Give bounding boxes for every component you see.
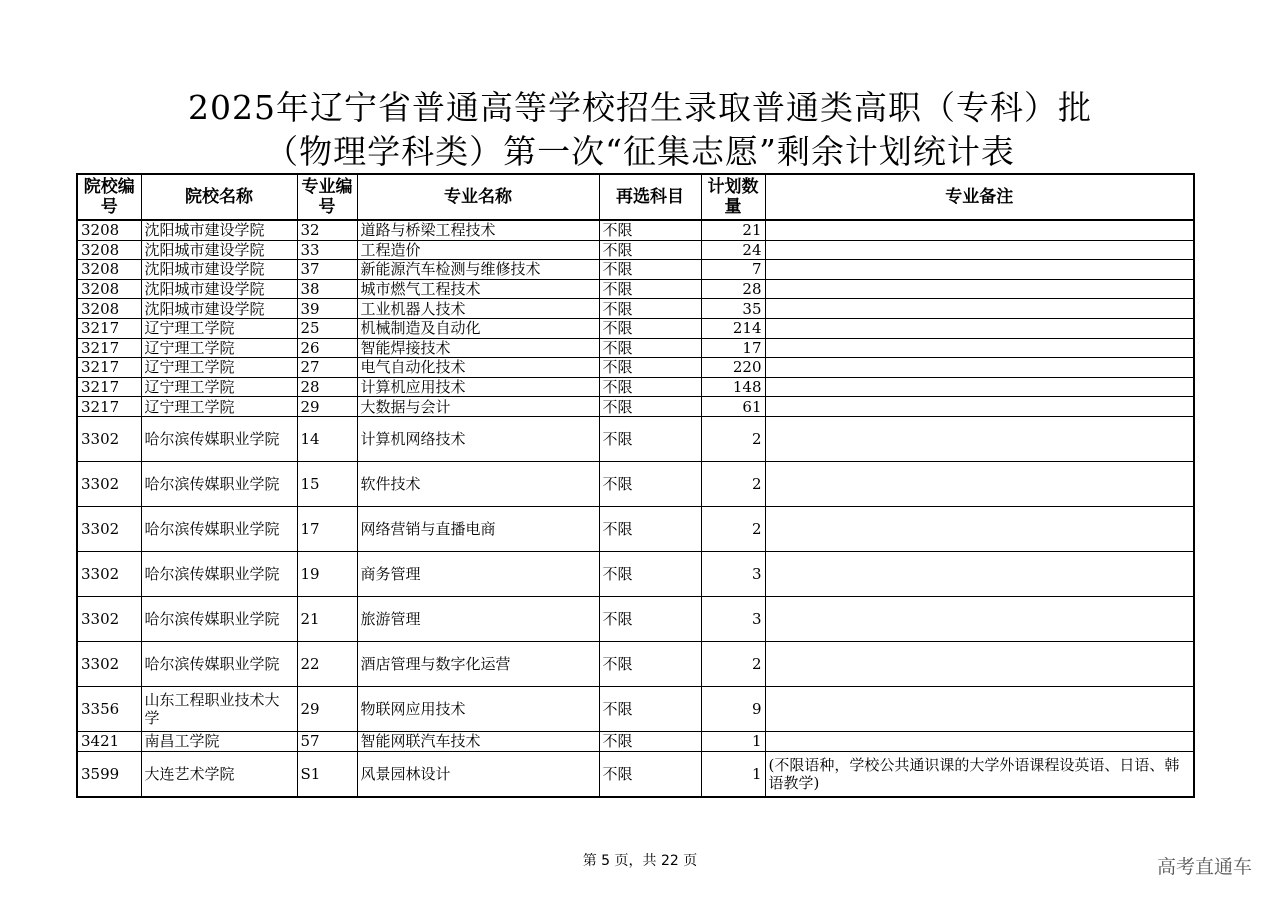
cell-plan: 3	[701, 596, 765, 641]
cell-remark: (不限语种，学校公共通识课的大学外语课程设英语、日语、韩语教学)	[765, 751, 1194, 797]
cell-plan: 3	[701, 551, 765, 596]
cell-major-code: 14	[297, 416, 357, 461]
cell-major-name: 智能网联汽车技术	[357, 731, 599, 751]
cell-major-name: 风景园林设计	[357, 751, 599, 797]
cell-school-code: 3302	[77, 416, 141, 461]
cell-major-code: 32	[297, 220, 357, 240]
cell-elective: 不限	[599, 338, 701, 358]
table-row	[77, 318, 1194, 338]
cell-elective: 不限	[599, 416, 701, 461]
cell-plan: 61	[701, 397, 765, 417]
header-school-name: 院校名称	[141, 174, 297, 220]
cell-major-name: 商务管理	[357, 551, 599, 596]
cell-school-name: 哈尔滨传媒职业学院	[141, 461, 297, 506]
cell-major-code: 29	[297, 686, 357, 731]
cell-remark	[765, 641, 1194, 686]
cell-major-name: 酒店管理与数字化运营	[357, 641, 599, 686]
cell-school-name: 沈阳城市建设学院	[141, 220, 297, 240]
table-row	[77, 338, 1194, 358]
cell-major-code: 33	[297, 240, 357, 260]
cell-elective: 不限	[599, 397, 701, 417]
cell-remark	[765, 338, 1194, 358]
cell-major-name: 旅游管理	[357, 596, 599, 641]
table-body	[77, 220, 1194, 797]
cell-school-code: 3217	[77, 338, 141, 358]
cell-major-name: 计算机应用技术	[357, 377, 599, 397]
cell-major-code: 21	[297, 596, 357, 641]
cell-elective: 不限	[599, 318, 701, 338]
cell-elective: 不限	[599, 279, 701, 299]
header-school-code: 院校编号	[77, 174, 141, 220]
cell-major-name: 电气自动化技术	[357, 358, 599, 378]
cell-major-code: 57	[297, 731, 357, 751]
cell-major-name: 城市燃气工程技术	[357, 279, 599, 299]
cell-plan: 7	[701, 260, 765, 280]
cell-plan: 21	[701, 220, 765, 240]
table-row	[77, 551, 1194, 596]
cell-major-code: 37	[297, 260, 357, 280]
cell-school-code: 3302	[77, 551, 141, 596]
cell-remark	[765, 397, 1194, 417]
cell-school-code: 3217	[77, 377, 141, 397]
cell-school-name: 辽宁理工学院	[141, 397, 297, 417]
table-row	[77, 506, 1194, 551]
cell-school-name: 哈尔滨传媒职业学院	[141, 641, 297, 686]
table-row	[77, 260, 1194, 280]
cell-plan: 2	[701, 461, 765, 506]
cell-plan: 1	[701, 751, 765, 797]
cell-school-code: 3302	[77, 461, 141, 506]
cell-school-code: 3217	[77, 358, 141, 378]
cell-major-name: 网络营销与直播电商	[357, 506, 599, 551]
cell-plan: 35	[701, 299, 765, 319]
cell-major-code: 38	[297, 279, 357, 299]
cell-remark	[765, 318, 1194, 338]
cell-elective: 不限	[599, 751, 701, 797]
page-title-line-1: 2025年辽宁省普通高等学校招生录取普通类高职（专科）批	[188, 88, 1092, 127]
cell-school-name: 辽宁理工学院	[141, 318, 297, 338]
cell-plan: 24	[701, 240, 765, 260]
page-footer: 第 5 页，共 22 页	[582, 853, 698, 869]
cell-elective: 不限	[599, 240, 701, 260]
cell-major-code: 26	[297, 338, 357, 358]
cell-elective: 不限	[599, 686, 701, 731]
cell-major-name: 软件技术	[357, 461, 599, 506]
cell-elective: 不限	[599, 299, 701, 319]
cell-school-name: 哈尔滨传媒职业学院	[141, 506, 297, 551]
cell-elective: 不限	[599, 220, 701, 240]
cell-major-code: 22	[297, 641, 357, 686]
cell-major-name: 大数据与会计	[357, 397, 599, 417]
cell-school-code: 3217	[77, 318, 141, 338]
cell-school-code: 3421	[77, 731, 141, 751]
cell-major-name: 计算机网络技术	[357, 416, 599, 461]
cell-school-name: 辽宁理工学院	[141, 358, 297, 378]
cell-school-code: 3302	[77, 506, 141, 551]
cell-school-name: 沈阳城市建设学院	[141, 299, 297, 319]
table-row	[77, 731, 1194, 751]
table-row	[77, 358, 1194, 378]
cell-elective: 不限	[599, 358, 701, 378]
table-row	[77, 299, 1194, 319]
cell-major-code: 19	[297, 551, 357, 596]
cell-plan: 2	[701, 506, 765, 551]
header-elective: 再选科目	[599, 174, 701, 220]
cell-school-code: 3208	[77, 240, 141, 260]
cell-major-code: 28	[297, 377, 357, 397]
cell-remark	[765, 551, 1194, 596]
cell-elective: 不限	[599, 377, 701, 397]
table-row	[77, 220, 1194, 240]
cell-school-name: 哈尔滨传媒职业学院	[141, 596, 297, 641]
cell-major-code: 17	[297, 506, 357, 551]
cell-remark	[765, 377, 1194, 397]
cell-major-code: 39	[297, 299, 357, 319]
cell-major-name: 道路与桥梁工程技术	[357, 220, 599, 240]
cell-plan: 2	[701, 416, 765, 461]
cell-school-code: 3302	[77, 641, 141, 686]
cell-remark	[765, 596, 1194, 641]
cell-major-name: 工业机器人技术	[357, 299, 599, 319]
cell-school-name: 沈阳城市建设学院	[141, 279, 297, 299]
cell-remark	[765, 461, 1194, 506]
cell-elective: 不限	[599, 731, 701, 751]
cell-major-name: 新能源汽车检测与维修技术	[357, 260, 599, 280]
table-row	[77, 397, 1194, 417]
page-title-line-2: （物理学科类）第一次“征集志愿”剩余计划统计表	[265, 132, 1015, 171]
plan-table	[76, 173, 1195, 798]
cell-school-code: 3599	[77, 751, 141, 797]
table-row	[77, 751, 1194, 797]
cell-elective: 不限	[599, 596, 701, 641]
cell-school-name: 大连艺术学院	[141, 751, 297, 797]
cell-school-code: 3217	[77, 397, 141, 417]
cell-remark	[765, 416, 1194, 461]
cell-plan: 17	[701, 338, 765, 358]
cell-school-name: 辽宁理工学院	[141, 338, 297, 358]
table-row	[77, 279, 1194, 299]
cell-school-name: 哈尔滨传媒职业学院	[141, 416, 297, 461]
cell-major-code: S1	[297, 751, 357, 797]
cell-remark	[765, 279, 1194, 299]
header-major-name: 专业名称	[357, 174, 599, 220]
cell-plan: 148	[701, 377, 765, 397]
cell-school-name: 南昌工学院	[141, 731, 297, 751]
cell-elective: 不限	[599, 506, 701, 551]
cell-remark	[765, 240, 1194, 260]
table-row	[77, 686, 1194, 731]
header-plan: 计划数量	[701, 174, 765, 220]
cell-elective: 不限	[599, 641, 701, 686]
cell-plan: 28	[701, 279, 765, 299]
table-row	[77, 240, 1194, 260]
cell-elective: 不限	[599, 461, 701, 506]
header-remark: 专业备注	[765, 174, 1194, 220]
cell-major-code: 25	[297, 318, 357, 338]
cell-elective: 不限	[599, 551, 701, 596]
cell-remark	[765, 260, 1194, 280]
cell-major-code: 29	[297, 397, 357, 417]
cell-school-name: 沈阳城市建设学院	[141, 260, 297, 280]
cell-major-code: 15	[297, 461, 357, 506]
cell-major-code: 27	[297, 358, 357, 378]
cell-remark	[765, 686, 1194, 731]
header-major-code: 专业编号	[297, 174, 357, 220]
cell-school-code: 3208	[77, 299, 141, 319]
cell-major-name: 工程造价	[357, 240, 599, 260]
cell-school-code: 3208	[77, 260, 141, 280]
table-row	[77, 596, 1194, 641]
cell-school-name: 辽宁理工学院	[141, 377, 297, 397]
cell-plan: 214	[701, 318, 765, 338]
cell-plan: 2	[701, 641, 765, 686]
header-row	[77, 174, 1194, 220]
cell-plan: 1	[701, 731, 765, 751]
table-row	[77, 461, 1194, 506]
cell-remark	[765, 299, 1194, 319]
cell-major-name: 物联网应用技术	[357, 686, 599, 731]
cell-school-name: 沈阳城市建设学院	[141, 240, 297, 260]
table-row	[77, 416, 1194, 461]
cell-remark	[765, 506, 1194, 551]
cell-school-code: 3208	[77, 279, 141, 299]
cell-remark	[765, 220, 1194, 240]
cell-plan: 9	[701, 686, 765, 731]
cell-remark	[765, 731, 1194, 751]
cell-major-name: 智能焊接技术	[357, 338, 599, 358]
table-row	[77, 377, 1194, 397]
cell-major-name: 机械制造及自动化	[357, 318, 599, 338]
cell-school-name: 哈尔滨传媒职业学院	[141, 551, 297, 596]
cell-school-code: 3356	[77, 686, 141, 731]
cell-elective: 不限	[599, 260, 701, 280]
cell-school-code: 3302	[77, 596, 141, 641]
cell-plan: 220	[701, 358, 765, 378]
cell-remark	[765, 358, 1194, 378]
table-row	[77, 641, 1194, 686]
cell-school-code: 3208	[77, 220, 141, 240]
cell-school-name: 山东工程职业技术大学	[141, 686, 297, 731]
watermark: 高考直通车	[1156, 856, 1252, 878]
